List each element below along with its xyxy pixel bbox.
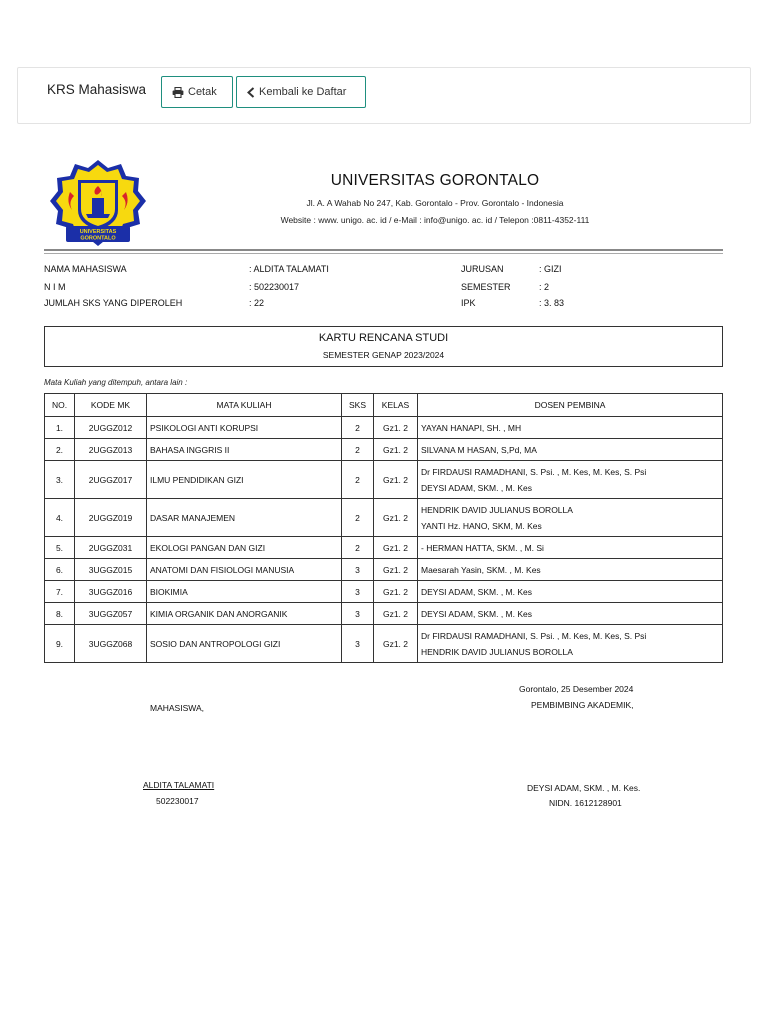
row-dosen: [418, 603, 723, 625]
row-kelas: Gz1. 2: [374, 439, 418, 461]
dosen-name: Maesarah Yasin, SKM. , M. Kes: [421, 564, 541, 575]
dosen-name: DEYSI ADAM, SKM. , M. Kes: [421, 586, 532, 597]
row-kode: 2UGGZ017: [75, 461, 147, 499]
row-dosen: [418, 461, 723, 499]
row-kelas: Gz1. 2: [374, 417, 418, 439]
dosen-name: SILVANA M HASAN, S,Pd, MA: [421, 444, 537, 455]
row-mata-kuliah: ANATOMI DAN FISIOLOGI MANUSIA: [147, 559, 342, 581]
dosen-name: - HERMAN HATTA, SKM. , M. Si: [421, 542, 544, 553]
row-kode: 2UGGZ012: [75, 417, 147, 439]
table-row: [45, 559, 723, 581]
row-dosen: [418, 559, 723, 581]
table-row: [45, 461, 723, 499]
row-no: 6.: [45, 559, 75, 581]
row-kode: 3UGGZ015: [75, 559, 147, 581]
courses-note: Mata Kuliah yang ditempuh, antara lain :: [44, 378, 188, 387]
row-kode: 3UGGZ016: [75, 581, 147, 603]
back-button-label: Kembali ke Daftar: [259, 86, 347, 98]
row-sks: 2: [342, 461, 374, 499]
row-dosen: [418, 537, 723, 559]
university-contact: Website : www. unigo. ac. id / e-Mail : info@unigo. ac. id / Telepon :0811-4352-111: [280, 215, 590, 225]
student-sks-label: JUMLAH SKS YANG DIPEROLEH: [44, 298, 183, 308]
krs-title-box: [44, 326, 723, 367]
dosen-name: Dr FIRDAUSI RAMADHANI, S. Psi. , M. Kes, M. Kes, S. Psi: [421, 466, 647, 477]
row-kelas: Gz1. 2: [374, 581, 418, 603]
student-semester-value: : 2: [539, 282, 550, 292]
row-kode: 2UGGZ019: [75, 499, 147, 537]
advisor-sign-name: DEYSI ADAM, SKM. , M. Kes.: [527, 783, 641, 793]
student-ipk-value: : 3. 83: [539, 298, 565, 308]
table-row: [45, 537, 723, 559]
advisor-sign-nidn: NIDN. 1612128901: [549, 798, 622, 808]
row-no: 2.: [45, 439, 75, 461]
dosen-name: YANTI Hz. HANO, SKM, M. Kes: [421, 520, 542, 531]
student-nim-label: N I M: [44, 282, 66, 292]
row-dosen: [418, 581, 723, 603]
student-sks-value: : 22: [249, 298, 265, 308]
row-no: 7.: [45, 581, 75, 603]
svg-text:GORONTALO: GORONTALO: [80, 235, 116, 242]
row-no: 4.: [45, 499, 75, 537]
krs-title: KARTU RENCANA STUDI: [318, 332, 449, 344]
header-divider: [44, 249, 723, 251]
dosen-name: HENDRIK DAVID JULIANUS BOROLLA: [421, 646, 573, 657]
student-sign-role: MAHASISWA,: [150, 703, 204, 713]
row-kelas: Gz1. 2: [374, 461, 418, 499]
row-mata-kuliah: PSIKOLOGI ANTI KORUPSI: [147, 417, 342, 439]
row-kelas: Gz1. 2: [374, 625, 418, 663]
dosen-name: DEYSI ADAM, SKM. , M. Kes: [421, 482, 532, 493]
svg-text:UNIVERSITAS: UNIVERSITAS: [79, 229, 117, 235]
advisor-sign-role: PEMBIMBING AKADEMIK,: [531, 700, 634, 710]
table-row: [45, 417, 723, 439]
print-button[interactable]: [161, 76, 233, 108]
header-mata-kuliah: MATA KULIAH: [147, 394, 342, 417]
row-mata-kuliah: KIMIA ORGANIK DAN ANORGANIK: [147, 603, 342, 625]
row-kode: 3UGGZ068: [75, 625, 147, 663]
row-sks: 3: [342, 559, 374, 581]
row-mata-kuliah: SOSIO DAN ANTROPOLOGI GIZI: [147, 625, 342, 663]
row-kode: 2UGGZ013: [75, 439, 147, 461]
row-no: 1.: [45, 417, 75, 439]
university-address: Jl. A. A Wahab No 247, Kab. Gorontalo - Prov. Gorontalo - Indonesia: [306, 198, 564, 208]
course-table: [44, 393, 723, 663]
row-kelas: Gz1. 2: [374, 537, 418, 559]
row-sks: 2: [342, 439, 374, 461]
row-mata-kuliah: DASAR MANAJEMEN: [147, 499, 342, 537]
table-row: [45, 499, 723, 537]
table-header-row: [45, 394, 723, 417]
row-kode: 3UGGZ057: [75, 603, 147, 625]
row-no: 8.: [45, 603, 75, 625]
student-ipk-label: IPK: [461, 298, 476, 308]
header-dosen-pembina: DOSEN PEMBINA: [418, 394, 723, 417]
row-no: 9.: [45, 625, 75, 663]
header-kode-mk: KODE MK: [75, 394, 147, 417]
table-row: [45, 581, 723, 603]
row-kelas: Gz1. 2: [374, 559, 418, 581]
student-sign-nim: 502230017: [156, 796, 199, 806]
krs-semester: SEMESTER GENAP 2023/2024: [322, 350, 445, 360]
row-mata-kuliah: BIOKIMIA: [147, 581, 342, 603]
row-sks: 3: [342, 625, 374, 663]
row-sks: 2: [342, 537, 374, 559]
table-row: [45, 625, 723, 663]
chevron-left-icon: [247, 87, 255, 98]
dosen-name: DEYSI ADAM, SKM. , M. Kes: [421, 608, 532, 619]
student-semester-label: SEMESTER: [461, 282, 511, 292]
sign-place-date: Gorontalo, 25 Desember 2024: [519, 684, 634, 694]
row-kode: 2UGGZ031: [75, 537, 147, 559]
row-dosen: [418, 625, 723, 663]
row-kelas: Gz1. 2: [374, 499, 418, 537]
page-title: KRS Mahasiswa: [47, 82, 147, 97]
row-dosen: [418, 499, 723, 537]
row-sks: 2: [342, 417, 374, 439]
dosen-name: HENDRIK DAVID JULIANUS BOROLLA: [421, 504, 573, 515]
row-sks: 3: [342, 581, 374, 603]
header-no: NO.: [45, 394, 75, 417]
row-mata-kuliah: EKOLOGI PANGAN DAN GIZI: [147, 537, 342, 559]
dosen-name: YAYAN HANAPI, SH. , MH: [421, 422, 522, 433]
student-sign-name: ALDITA TALAMATI: [143, 780, 215, 790]
row-no: 3.: [45, 461, 75, 499]
header-kelas: KELAS: [374, 394, 418, 417]
printer-icon: [172, 87, 184, 98]
row-mata-kuliah: ILMU PENDIDIKAN GIZI: [147, 461, 342, 499]
back-to-list-button[interactable]: [236, 76, 366, 108]
row-sks: 3: [342, 603, 374, 625]
row-no: 5.: [45, 537, 75, 559]
student-jurusan-value: : GIZI: [539, 264, 562, 274]
university-logo: [48, 158, 148, 250]
student-name-label: NAMA MAHASISWA: [44, 264, 127, 274]
student-name-value: : ALDITA TALAMATI: [249, 264, 329, 274]
print-button-label: Cetak: [188, 86, 217, 98]
table-row: [45, 603, 723, 625]
row-sks: 2: [342, 499, 374, 537]
university-name: UNIVERSITAS GORONTALO: [330, 172, 540, 189]
row-kelas: Gz1. 2: [374, 603, 418, 625]
table-row: [45, 439, 723, 461]
toolbar: [17, 67, 751, 124]
row-mata-kuliah: BAHASA INGGRIS II: [147, 439, 342, 461]
student-nim-value: : 502230017: [249, 282, 300, 292]
header-divider-thin: [44, 253, 723, 254]
row-dosen: [418, 439, 723, 461]
row-dosen: [418, 417, 723, 439]
header-sks: SKS: [342, 394, 374, 417]
dosen-name: Dr FIRDAUSI RAMADHANI, S. Psi. , M. Kes, M. Kes, S. Psi: [421, 630, 647, 641]
student-jurusan-label: JURUSAN: [461, 264, 504, 274]
